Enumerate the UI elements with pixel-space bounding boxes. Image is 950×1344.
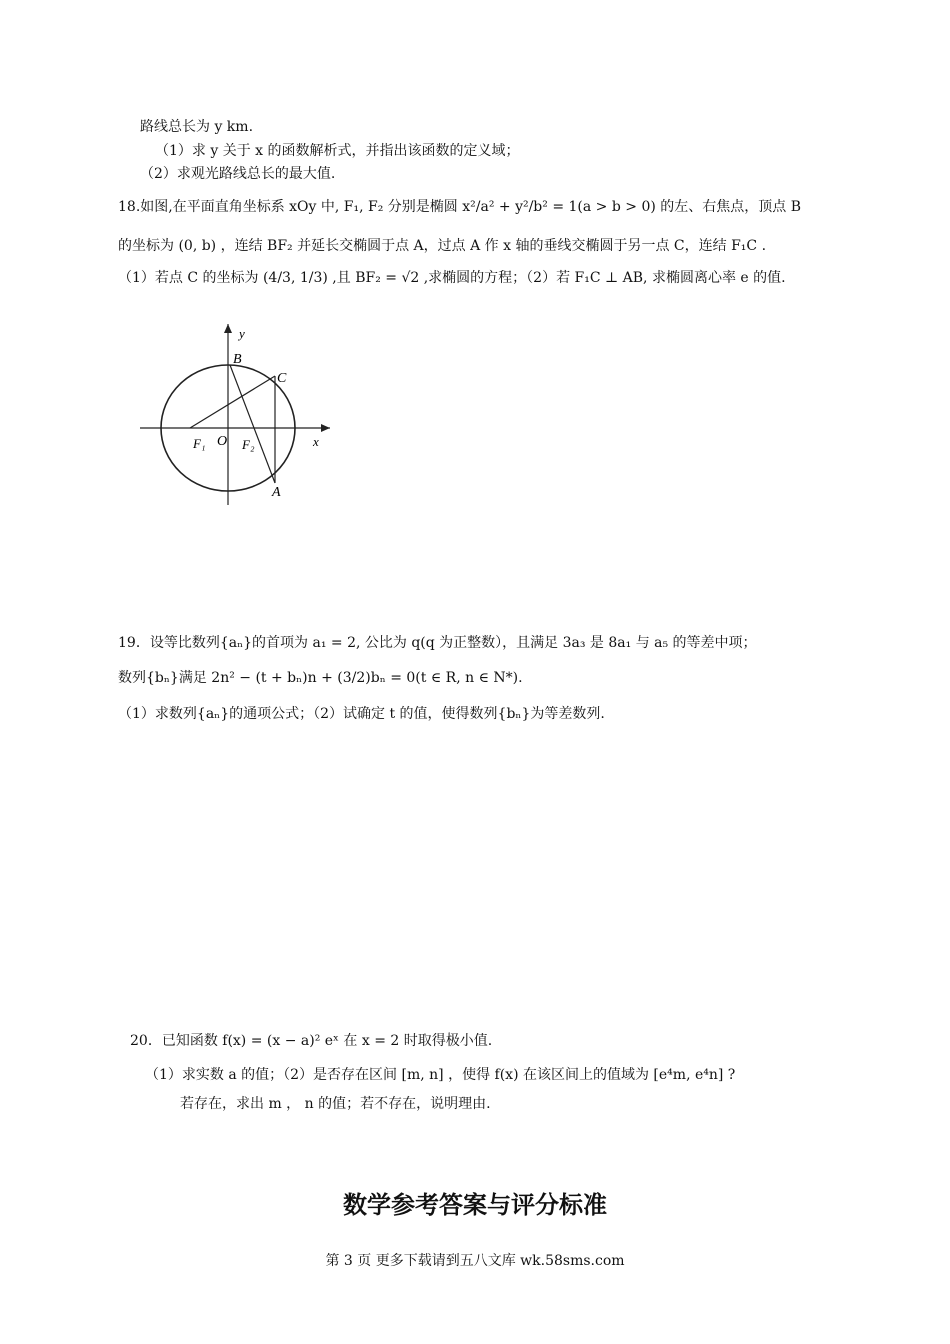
q18-line1: 18.如图,在平面直角坐标系 xOy 中, F₁, F₂ 分别是椭圆 x²/a² + y²/b² = 1(a > b > 0) 的左、右焦点，顶点 B bbox=[118, 199, 802, 215]
q20-line3: 若存在，求出 m ， n 的值；若不存在，说明理由. bbox=[180, 1096, 491, 1112]
label-F2: F₂ bbox=[242, 437, 255, 452]
q17-part2: （2）求观光路线总长的最大值. bbox=[140, 166, 336, 182]
q20-line1: 20．已知函数 f(x) = (x − a)² eˣ 在 x = 2 时取得极小值. bbox=[130, 1033, 493, 1049]
q19-line2: 数列{bₙ}满足 2n² − (t + bₙ)n + (3/2)bₙ = 0(t ∈ R, n ∈ N*). bbox=[118, 670, 523, 686]
label-C: C bbox=[277, 371, 287, 386]
label-B: B bbox=[233, 352, 242, 367]
answer-title: 数学参考答案与评分标准 bbox=[343, 1191, 607, 1219]
line-BA bbox=[230, 365, 275, 483]
page-footer: 第 3 页 更多下载请到五八文库 wk.58sms.com bbox=[325, 1253, 625, 1269]
q17-intro: 路线总长为 y km. bbox=[140, 119, 254, 135]
q18-line2: 的坐标为 (0, b) ，连结 BF₂ 并延长交椭圆于点 A，过点 A 作 x 轴的垂线交椭圆于另一点 C，连结 F₁C . bbox=[118, 238, 767, 254]
y-axis-arrow bbox=[224, 324, 232, 333]
label-A: A bbox=[272, 485, 281, 500]
line-F1C bbox=[190, 376, 275, 428]
label-F1: F₁ bbox=[193, 436, 206, 451]
label-O: O bbox=[217, 434, 228, 449]
ellipse-figure bbox=[135, 318, 345, 508]
q19-line1: 19．设等比数列{aₙ}的首项为 a₁ = 2, 公比为 q(q 为正整数），且满足 3a₃ 是 8a₁ 与 a₅ 的等差中项； bbox=[118, 635, 757, 651]
label-y: y bbox=[239, 326, 245, 341]
label-x: x bbox=[313, 434, 319, 449]
x-axis-arrow bbox=[321, 424, 330, 432]
q20-line2: （1）求实数 a 的值；（2）是否存在区间 [m, n] ，使得 f(x) 在该区间上的值域为 [e⁴m, e⁴n] ? bbox=[145, 1067, 736, 1083]
q19-line3: （1）求数列{aₙ}的通项公式；（2）试确定 t 的值，使得数列{bₙ}为等差数列. bbox=[118, 706, 605, 722]
q17-part1: （1）求 y 关于 x 的函数解析式，并指出该函数的定义域； bbox=[155, 143, 520, 159]
q18-line3: （1）若点 C 的坐标为 (4/3, 1/3) ,且 BF₂ = √2 ,求椭圆的方程；（2）若 F₁C ⊥ AB, 求椭圆离心率 e 的值. bbox=[118, 270, 786, 286]
